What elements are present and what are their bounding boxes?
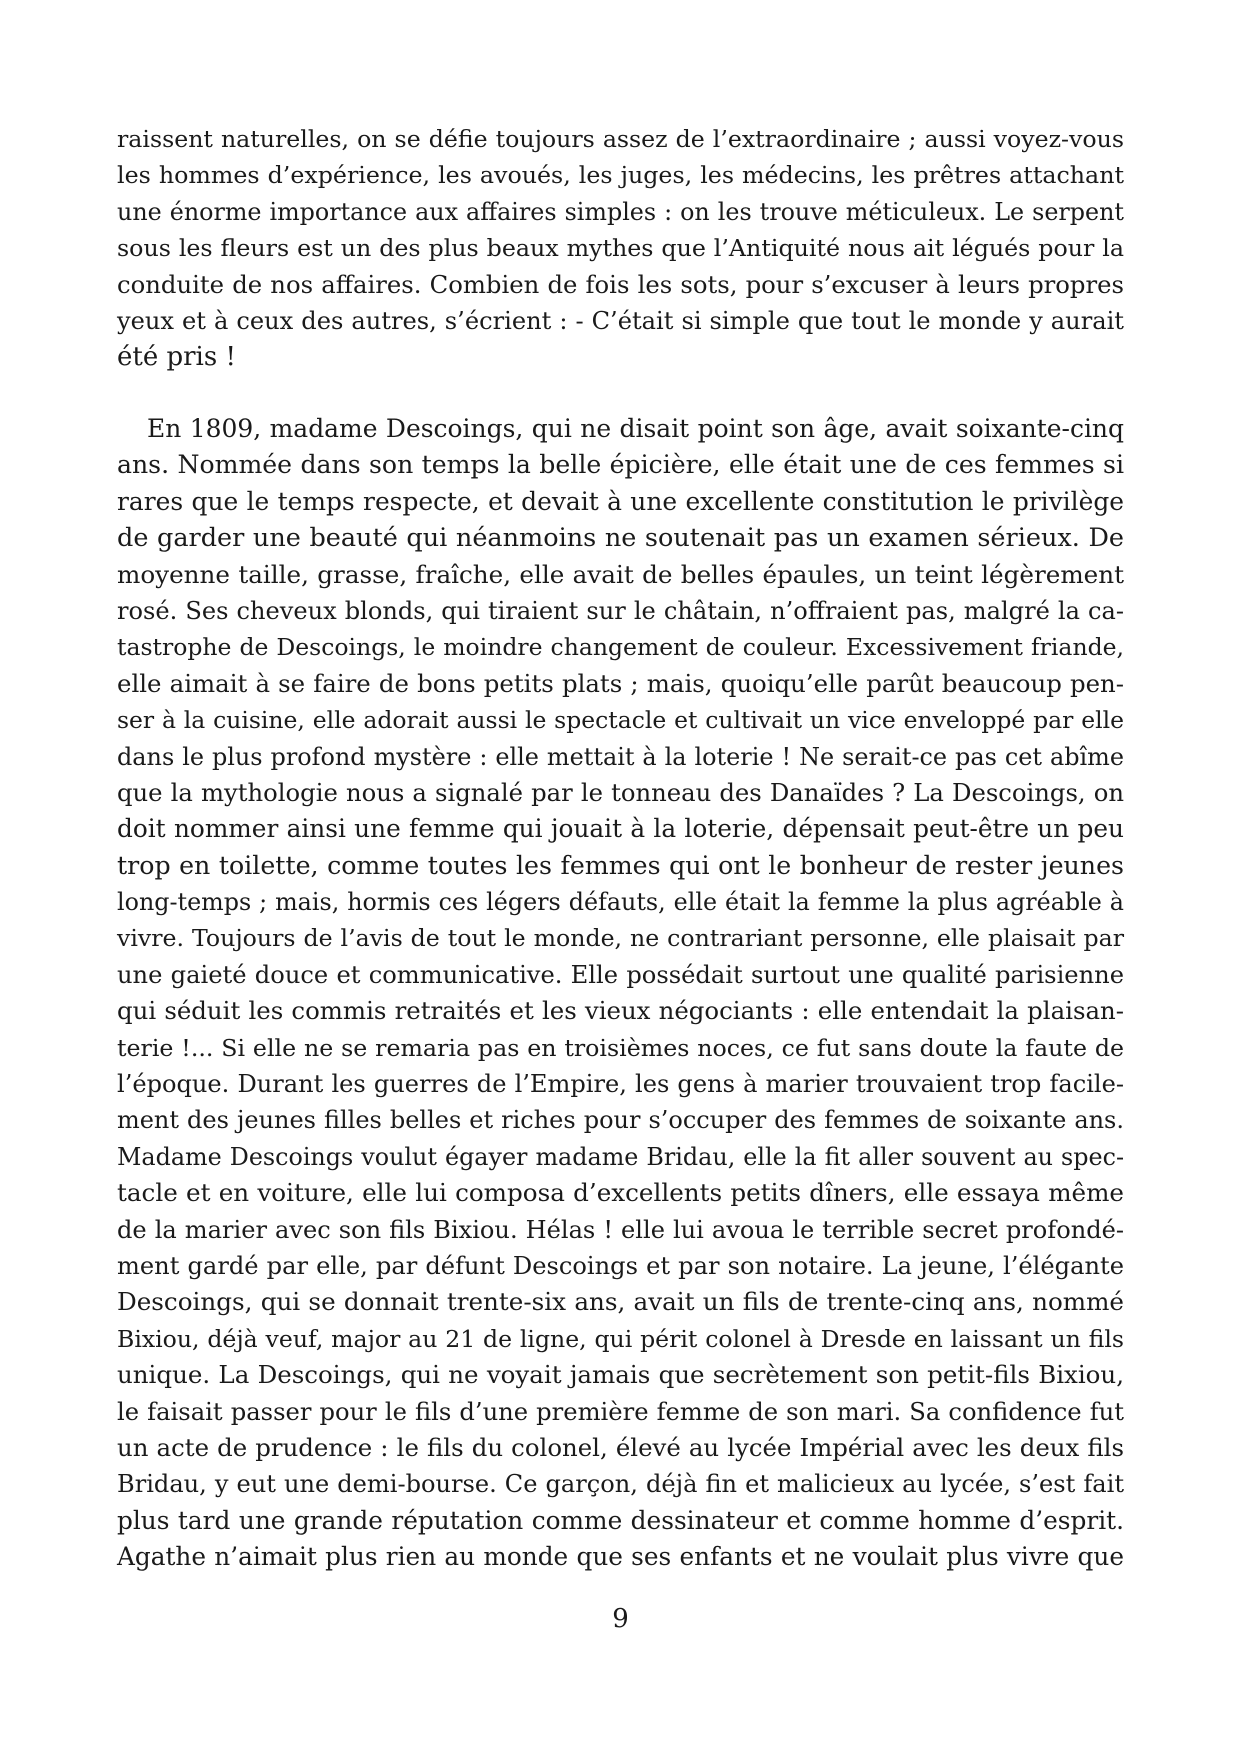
- text-line: le faisait passer pour le fils d’une première femme de son mari. Sa confidence fut: [117, 1397, 1124, 1426]
- text-line: de garder une beauté qui néanmoins ne soutenait pas un examen sérieux. De: [117, 523, 1124, 554]
- text-line: trop en toilette, comme toutes les femmes qui ont le bonheur de rester jeunes: [117, 850, 1124, 880]
- text-line: été pris !: [117, 342, 236, 373]
- text-line: ment gardé par elle, par défunt Descoings et par son notaire. La jeune, l’élégante: [117, 1251, 1124, 1280]
- text-line: Madame Descoings voulut égayer madame Bridau, elle la fit aller souvent au spec-: [117, 1142, 1124, 1171]
- text-line: elle aimait à se faire de bons petits plats ; mais, quoiqu’elle parût beaucoup pen-: [117, 668, 1124, 698]
- text-line: long-temps ; mais, hormis ces légers défauts, elle était la femme la plus agréable à: [117, 888, 1124, 917]
- text-line: que la mythologie nous a signalé par le tonneau des Danaïdes ? La Descoings, on: [117, 777, 1124, 807]
- text-line: ser à la cuisine, elle adorait aussi le spectacle et cultivait un vice enveloppé par elle: [117, 706, 1124, 735]
- text-line: une gaieté douce et communicative. Elle possédait surtout une qualité parisienne: [117, 960, 1124, 989]
- text-line: vivre. Toujours de l’avis de tout le monde, ne contrariant personne, elle plaisait par: [117, 924, 1124, 953]
- text-line: sous les fleurs est un des plus beaux mythes que l’Antiquité nous ait légués pour la: [117, 234, 1124, 263]
- text-line: conduite de nos affaires. Combien de fois les sots, pour s’excuser à leurs propres: [117, 269, 1124, 299]
- text-line: Descoings, qui se donnait trente-six ans, avait un fils de trente-cinq ans, nommé: [117, 1287, 1124, 1317]
- text-line: yeux et à ceux des autres, s’écrient : - C’était si simple que tout le monde y aurait: [117, 306, 1124, 335]
- text-line: une énorme importance aux affaires simples : on les trouve méticuleux. Le serpent: [117, 197, 1124, 226]
- text-line: dans le plus profond mystère : elle mettait à la loterie ! Ne serait-ce pas cet abîme: [117, 742, 1124, 771]
- paragraph-2: [117, 411, 1124, 1576]
- text-line: ment des jeunes filles belles et riches pour s’occuper des femmes de soixante ans.: [117, 1106, 1124, 1135]
- text-line: terie !... Si elle ne se remaria pas en troisièmes noces, ce fut sans doute la faute de: [117, 1033, 1124, 1062]
- page-number: 9: [612, 1604, 629, 1634]
- text-line: Bixiou, déjà veuf, major au 21 de ligne, qui périt colonel à Dresde en laissant un fils: [117, 1324, 1124, 1353]
- text-line: tacle et en voiture, elle lui composa d’excellents petits dîners, elle essaya même: [117, 1178, 1124, 1208]
- text-line: Agathe n’aimait plus rien au monde que ses enfants et ne voulait plus vivre que: [117, 1542, 1124, 1572]
- text-line: les hommes d’expérience, les avoués, les juges, les médecins, les prêtres attachant: [117, 161, 1124, 190]
- text-line: qui séduit les commis retraités et les vieux négociants : elle entendait la plaisan-: [117, 996, 1124, 1026]
- text-line: rosé. Ses cheveux blonds, qui tiraient sur le châtain, n’offraient pas, malgré la ca-: [117, 596, 1124, 625]
- paragraph-1: [117, 121, 1124, 376]
- text-line: de la marier avec son fils Bixiou. Hélas ! elle lui avoua le terrible secret profondé-: [117, 1215, 1124, 1244]
- text-line: l’époque. Durant les guerres de l’Empire, les gens à marier trouvaient trop facile-: [117, 1070, 1124, 1099]
- text-line: unique. La Descoings, qui ne voyait jamais que secrètement son petit-fils Bixiou,: [117, 1360, 1124, 1390]
- text-line: tastrophe de Descoings, le moindre changement de couleur. Excessivement friande,: [117, 633, 1124, 662]
- text-line: raissent naturelles, on se défie toujours assez de l’extraordinaire ; aussi voyez-vous: [117, 125, 1124, 153]
- text-line: doit nommer ainsi une femme qui jouait à la loterie, dépensait peut-être un peu: [117, 814, 1124, 844]
- text-line: rares que le temps respecte, et devait à une excellente constitution le privilège: [117, 486, 1124, 516]
- text-line: Bridau, y eut une demi-bourse. Ce garçon, déjà fin et malicieux au lycée, s’est fait: [117, 1470, 1124, 1499]
- text-line: ans. Nommée dans son temps la belle épicière, elle était une de ces femmes si: [117, 450, 1124, 480]
- text-line: En 1809, madame Descoings, qui ne disait point son âge, avait soixante-cinq: [147, 414, 1124, 443]
- text-line: moyenne taille, grasse, fraîche, elle avait de belles épaules, un teint légèrement: [117, 559, 1124, 589]
- text-line: plus tard une grande réputation comme dessinateur et comme homme d’esprit.: [117, 1505, 1124, 1535]
- text-line: un acte de prudence : le fils du colonel, élevé au lycée Impérial avec les deux fils: [117, 1432, 1124, 1462]
